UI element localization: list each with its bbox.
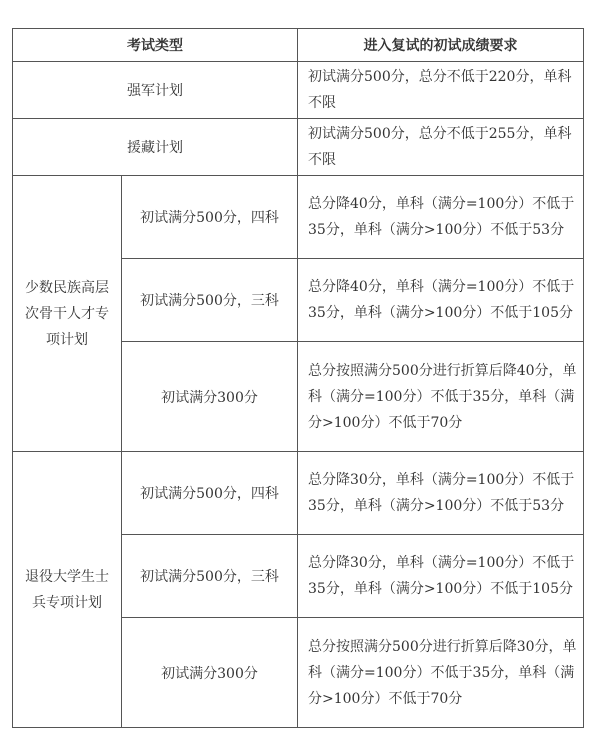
plan-name: 强军计划 [13, 62, 298, 119]
plan-name: 援藏计划 [13, 119, 298, 176]
table-row [13, 119, 584, 176]
requirement-text: 总分降30分，单科（满分=100分）不低于35分，单科（满分>100分）不低于53分 [298, 452, 584, 535]
sub-type: 初试满分500分，三科 [122, 535, 298, 618]
score-requirements-table [12, 28, 584, 728]
header-row [13, 29, 584, 62]
group-name: 少数民族高层次骨干人才专项计划 [13, 176, 122, 452]
sub-type: 初试满分500分，四科 [122, 176, 298, 259]
requirement-text: 总分按照满分500分进行折算后降40分，单科（满分=100分）不低于35分，单科（满分>100分）不低于70分 [298, 342, 584, 452]
score-requirements-document [12, 28, 584, 728]
table-row [13, 176, 584, 259]
requirement-text: 总分降30分，单科（满分=100分）不低于35分，单科（满分>100分）不低于105分 [298, 535, 584, 618]
table-row [13, 62, 584, 119]
sub-type: 初试满分300分 [122, 618, 298, 728]
sub-type: 初试满分500分，三科 [122, 259, 298, 342]
sub-type: 初试满分300分 [122, 342, 298, 452]
header-requirement: 进入复试的初试成绩要求 [298, 29, 584, 62]
requirement-text: 总分降40分，单科（满分=100分）不低于35分，单科（满分>100分）不低于105分 [298, 259, 584, 342]
group-name: 退役大学生士兵专项计划 [13, 452, 122, 728]
requirement-text: 初试满分500分，总分不低于220分，单科不限 [298, 62, 584, 119]
requirement-text: 初试满分500分，总分不低于255分，单科不限 [298, 119, 584, 176]
header-exam-type: 考试类型 [13, 29, 298, 62]
requirement-text: 总分降40分，单科（满分=100分）不低于35分，单科（满分>100分）不低于53分 [298, 176, 584, 259]
sub-type: 初试满分500分，四科 [122, 452, 298, 535]
table-row [13, 452, 584, 535]
requirement-text: 总分按照满分500分进行折算后降30分，单科（满分=100分）不低于35分，单科（满分>100分）不低于70分 [298, 618, 584, 728]
